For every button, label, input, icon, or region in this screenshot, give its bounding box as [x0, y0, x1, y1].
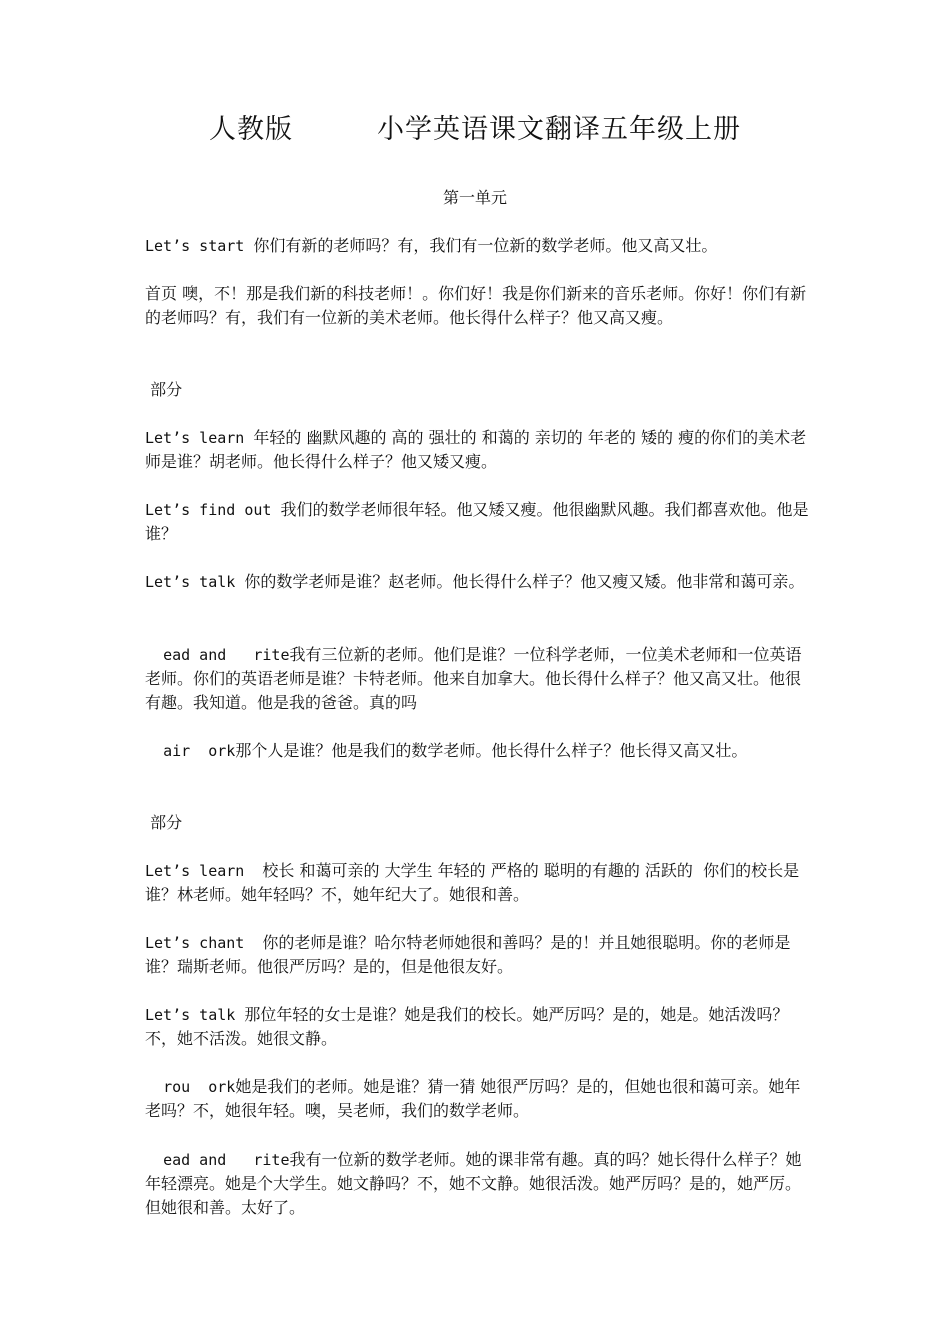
- paragraph-text: 你的数学老师是谁？赵老师。他长得什么样子？他又瘦又矮。他非常和蔼可亲。: [244, 572, 805, 591]
- paragraph-text: 部分: [145, 813, 183, 832]
- paragraph-lets-learn-a: [145, 426, 811, 474]
- section-part-a: [145, 378, 811, 402]
- paragraph-lets-chant: [145, 931, 811, 979]
- paragraph-lets-find-out: [145, 498, 811, 546]
- paragraph-lets-talk-b: [145, 1003, 811, 1051]
- paragraph-text: 校长 和蔼可亲的 大学生 年轻的 严格的 聪明的有趣的 活跃的 你们的校长是谁？林老师。她年轻吗？不，她年纪大了。她很和善。: [145, 861, 800, 904]
- section-label: Let’s start: [145, 237, 254, 255]
- paragraph-text: 那个人是谁？他是我们的数学老师。他长得什么样子？他长得又高又壮。: [235, 741, 748, 760]
- section-label: Let’s chant: [145, 934, 263, 952]
- paragraph-group-work: [145, 1075, 811, 1123]
- paragraph-read-and-write-a: [145, 643, 811, 715]
- paragraph-text: 部分: [145, 380, 183, 399]
- section-label: Let’s learn: [145, 429, 254, 447]
- paragraph-text: 你的老师是谁？哈尔特老师她很和善吗？是的！并且她很聪明。你的老师是谁？瑞斯老师。他很严厉吗？是的，但是他很友好。: [145, 933, 791, 976]
- section-label: Let’s talk: [145, 573, 245, 591]
- paragraph-text: 我有三位新的老师。他们是谁？一位科学老师，一位美术老师和一位英语老师。你们的英语老师是谁？卡特老师。他来自加拿大。他长得什么样子？他又高又壮。他很有趣。我知道。他是我的爸爸。真的吗: [145, 645, 802, 712]
- paragraph-text: 她是我们的老师。她是谁？猜一猜 她很严厉吗？是的，但她也很和蔼可亲。她年老吗？不，她很年轻。噢，吴老师，我们的数学老师。: [145, 1077, 801, 1120]
- paragraph-lets-start: [145, 234, 811, 258]
- paragraph-lets-learn-b: [145, 859, 811, 907]
- paragraph-text: 那位年轻的女士是谁？她是我们的校长。她严厉吗？是的，她是。她活泼吗？不，她不活泼。她很文静。: [145, 1005, 789, 1048]
- paragraph-intro: [145, 282, 811, 330]
- section-label: Let’s learn: [145, 862, 263, 880]
- paragraph-lets-talk-a: [145, 570, 811, 594]
- section-label: rou ork: [145, 1078, 236, 1096]
- section-label: ead and rite: [145, 1151, 290, 1169]
- paragraph-text: 年轻的 幽默风趣的 高的 强壮的 和蔼的 亲切的 年老的 矮的 瘦的你们的美术老师是谁？胡老师。他长得什么样子？他又矮又瘦。: [145, 428, 807, 471]
- unit-heading: 第一单元: [442, 188, 507, 207]
- paragraph-text: 你们有新的老师吗？有，我们有一位新的数学老师。他又高又壮。: [253, 236, 718, 255]
- document-title: 人教版 小学英语课文翻译五年级上册: [209, 114, 741, 145]
- paragraph-text: 首页 噢，不！那是我们新的科技老师！。你们好！我是你们新来的音乐老师。你好！你们有新的老师吗？有，我们有一位新的美术老师。他长得什么样子？他又高又瘦。: [145, 284, 807, 327]
- paragraph-read-and-write-b: [145, 1148, 811, 1220]
- paragraph-text: 我有一位新的数学老师。她的课非常有趣。真的吗？她长得什么样子？她年轻漂亮。她是个大学生。她文静吗？不，她不文静。她很活泼。她严厉吗？是的，她严厉。但她很和善。太好了。: [145, 1150, 802, 1217]
- section-part-b: [145, 811, 811, 835]
- paragraph-text: 我们的数学老师很年轻。他又矮又瘦。他很幽默风趣。我们都喜欢他。他是谁？: [145, 500, 809, 543]
- section-label: Let’s find out: [145, 501, 281, 519]
- section-label: air ork: [145, 742, 236, 760]
- section-label: ead and rite: [145, 646, 290, 664]
- paragraph-pair-work: [145, 739, 811, 763]
- section-label: Let’s talk: [145, 1006, 245, 1024]
